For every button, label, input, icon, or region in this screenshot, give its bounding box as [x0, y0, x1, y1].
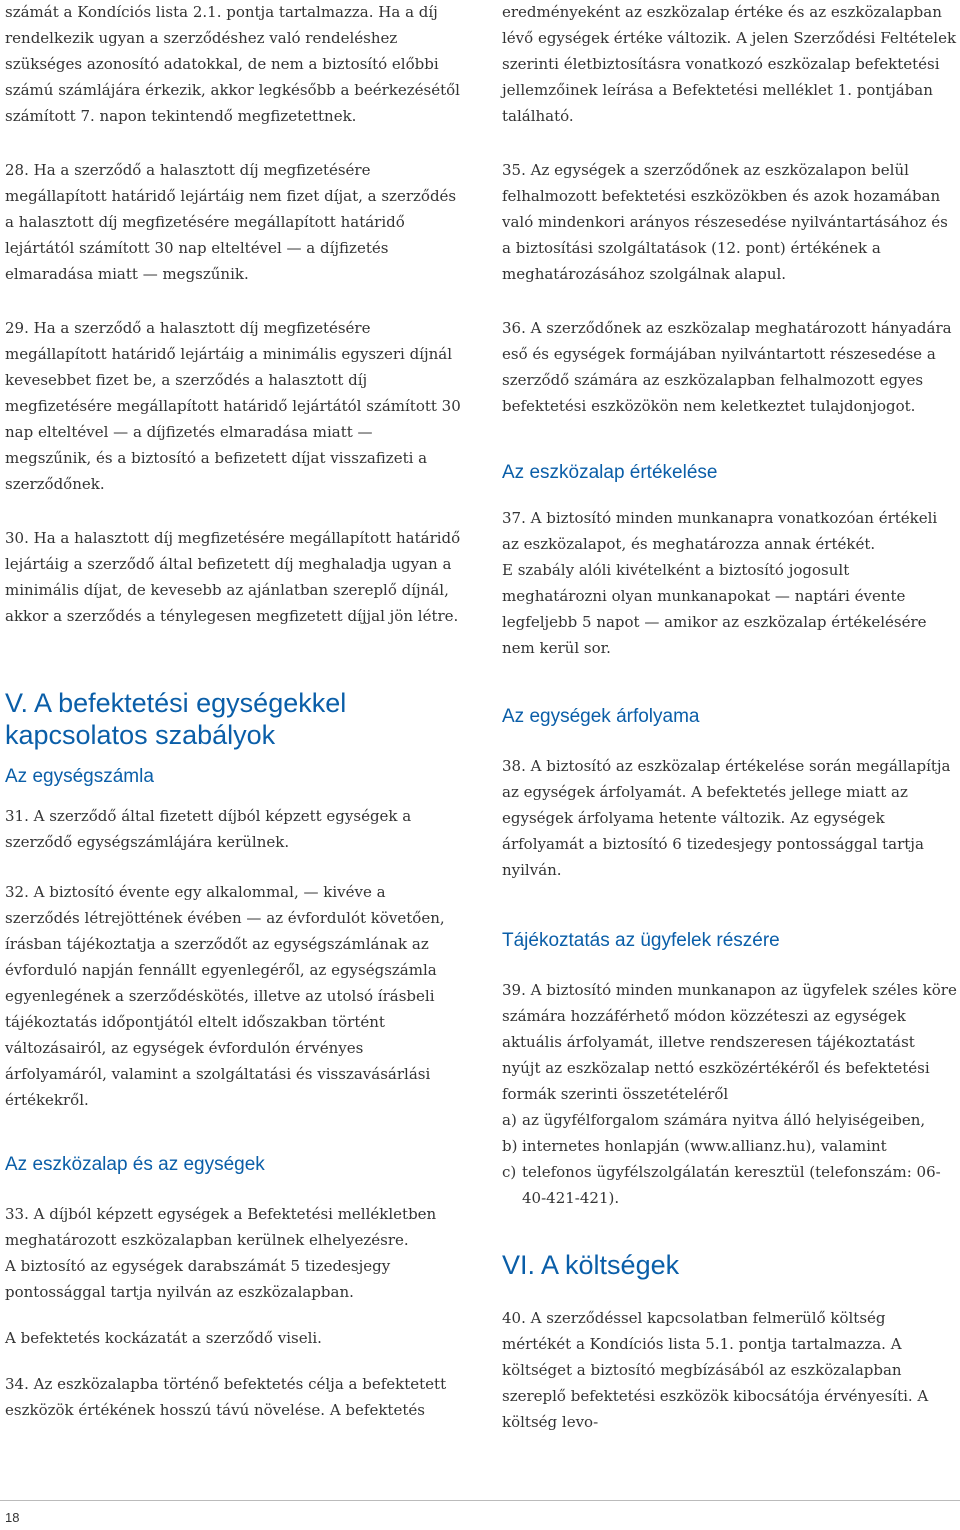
paragraph-38: 38. A biztosító az eszközalap értékelése során megállapítja az egységek árfolyamát. A befektetés jellege miatt az egységek árfolyama hetente változik. Az egységek árfolyamát a biztosító 6 tizedesjegy pontossággal tartja nyilván.: [502, 757, 951, 879]
paragraph-27-cont: számát a Kondíciós lista 2.1. pontja tartalmazza. Ha a díj rendelkezik ugyan a szerződéshez való rendeléshez szükséges azonosító adatokkal, de nem a biztosító előbbi számú számlájára érkezik, akkor legkésőbb a beérkezésétől számított 7. napon tekintendő megfizetettnek.: [5, 3, 460, 125]
paragraph-34-cont: eredményeként az eszközalap értéke és az eszközalapban lévő egységek értéke változik. A jelen Szerződési Feltételek szerinti életbiztosításra vonatkozó eszközalap befektetési jellemzőinek leírása a Befektetési melléklet 1. pontjában található.: [502, 3, 957, 125]
egysegszamla-heading: Az egységszámla: [5, 766, 154, 787]
paragraph-37: 37. A biztosító minden munkanapra vonatkozóan értékeli az eszközalapot, és meghatározza annak értékét.: [502, 509, 938, 553]
section-vi-heading: VI. A költségek: [502, 1250, 680, 1280]
paragraph-32: 32. A biztosító évente egy alkalommal, — kivéve a szerződés létrejöttének évében — az évfordulót követően, írásban tájékoztatja a szerződőt az egységszámlának az évforduló napján fennállt egyenlegéről, az egységszámla egyenlegének a szerződéskötés, illetve az utolsó írásbeli tájékoztatás időpontjától eltelt időszakban történt változásairól, az egységek évfordulón érvényes árfolyamáról, valamint a szolgáltatási és visszavásárlási értékekről.: [5, 883, 445, 1109]
section-v-heading: V. A befektetési egységekkel kapcsolatos szabályok: [5, 688, 347, 750]
paragraph-33: 33. A díjból képzett egységek a Befektetési mellékletben meghatározott eszközalapban kerülnek elhelyezésre.: [5, 1205, 437, 1249]
tajekoztatas-heading: Tájékoztatás az ügyfelek részére: [502, 930, 780, 951]
paragraph-36: 36. A szerződőnek az eszközalap meghatározott hányadára eső és egységek formájában nyilvántartott részesedése a szerződő számára az eszközalapban felhalmozott egyes befektetési eszközökön nem keletkeztet tulajdonjogot.: [502, 319, 952, 415]
paragraph-39: 39. A biztosító minden munkanapon az ügyfelek széles köre számára hozzáférhető módon közzéteszi az egységek aktuális árfolyamát, illetve rendszeresen tájékoztatást nyújt az eszközalap nettó eszközértékéről és befektetési formák szerinti összetételéről: [502, 981, 957, 1103]
list-item: [502, 1159, 958, 1211]
list-marker: b): [502, 1137, 518, 1155]
paragraph-31: 31. A szerződő által fizetett díjból képzett egységek a szerződő egységszámlájára kerülnek.: [5, 807, 412, 851]
paragraph-30: 30. Ha a halasztott díj megfizetésére megállapított határidő lejártáig a szerződő által befizetett díj meghaladja ugyan a minimális díjat, de kevesebb az ajánlatban szereplő díjnál, akkor a szerződés a ténylegesen megfizetett díjjal jön létre.: [5, 529, 461, 625]
list-marker: a): [502, 1111, 517, 1129]
paragraph-40: 40. A szerződéssel kapcsolatban felmerülő költség mértékét a Kondíciós lista 5.1. pontja tartalmazza. A költséget a biztosító megbízásából az eszközalapban szereplő befektetési eszközök kibocsátója érvényesíti. A költség levo-: [502, 1309, 929, 1431]
list-39: [502, 1107, 958, 1211]
footer-divider: [0, 1500, 960, 1501]
paragraph-33-b: A biztosító az egységek darabszámát 5 tizedesjegy pontossággal tartja nyilván az eszközalapban.: [5, 1257, 391, 1301]
paragraph-34: 34. Az eszközalapba történő befektetés célja a befektetett eszközök értékének hosszú távú növelése. A befektetés: [5, 1375, 447, 1419]
right-column: [502, 0, 958, 1435]
list-item-text: internetes honlapján (www.allianz.hu), valamint: [522, 1137, 887, 1155]
list-item: [502, 1133, 958, 1159]
paragraph-28: 28. Ha a szerződő a halasztott díj megfizetésére megállapított határidő lejártáig nem fizet díjat, a szerződés a halasztott díj megfizetésére megállapított határidő lejártától számított 30 nap elteltével — a díjfizetés elmaradása miatt — megszűnik.: [5, 161, 457, 283]
list-marker: c): [502, 1163, 517, 1181]
paragraph-29: 29. Ha a szerződő a halasztott díj megfizetésére megállapított határidő lejártáig a minimális egyszeri díjnál kevesebbet fizet be, a szerződés a halasztott díj megfizetésére megállapított határidő lejártától számított 30 nap elteltével — a díjfizetés elmaradása miatt — megszűnik, és a biztosító a befizetett díjat visszafizeti a szerződőnek.: [5, 319, 461, 493]
eszkozalap-egysegek-heading: Az eszközalap és az egységek: [5, 1154, 265, 1175]
paragraph-33-c: A befektetés kockázatát a szerződő viseli.: [5, 1329, 322, 1347]
paragraph-37-b: E szabály alóli kivételként a biztosító jogosult meghatározni olyan munkanapokat — naptári évente legfeljebb 5 napot — amikor az eszközalap értékelésére nem kerül sor.: [502, 561, 927, 657]
egysegek-arfolyama-heading: Az egységek árfolyama: [502, 706, 700, 727]
paragraph-35: 35. Az egységek a szerződőnek az eszközalapon belül felhalmozott befektetési eszközökben és azok hozamában való mindenkori arányos részesedése nyilvántartásához és a biztosítási szolgáltatások (12. pont) értékének a meghatározásához szolgálnak alapul.: [502, 161, 948, 283]
list-item-text: az ügyfélforgalom számára nyitva álló helyiségeiben,: [522, 1111, 926, 1129]
list-item-text: telefonos ügyfélszolgálatán keresztül (telefonszám: 06-40-421-421).: [522, 1163, 941, 1207]
eszkozalap-ertekelese-heading: Az eszközalap értékelése: [502, 462, 718, 483]
list-item: [502, 1107, 958, 1133]
page-number: 18: [5, 1510, 20, 1525]
left-column: [5, 0, 463, 1423]
